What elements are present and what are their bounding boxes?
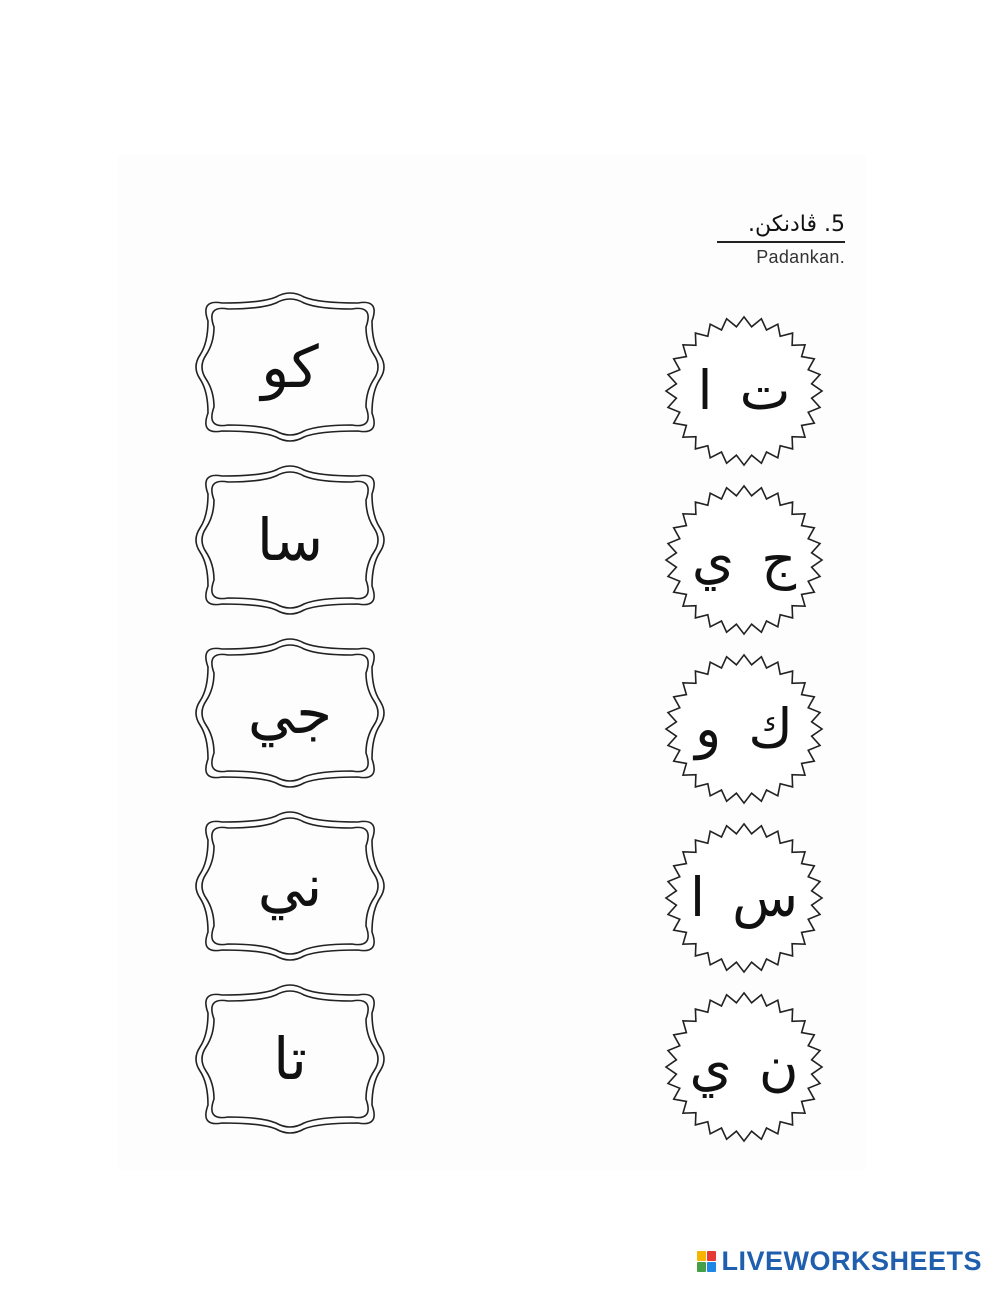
syllable-card-3[interactable] — [190, 633, 390, 793]
syllable-text: ني — [257, 852, 323, 920]
syllable-card-4[interactable] — [190, 806, 390, 966]
syllable-card-5[interactable] — [190, 979, 390, 1139]
instruction-subtitle: Padankan. — [756, 246, 845, 267]
letter-badge-4[interactable] — [659, 818, 829, 978]
letter-badge-2[interactable] — [659, 480, 829, 640]
brand-name: LIVEWORKSHEETS — [721, 1246, 982, 1276]
syllable-card-1[interactable] — [190, 287, 390, 447]
letter-pair-text: ج ي — [691, 528, 797, 591]
letter-badge-1[interactable] — [659, 311, 829, 471]
letter-pair-text: س ا — [689, 866, 799, 929]
liveworksheets-logo[interactable] — [697, 1246, 982, 1277]
instruction-title: 5. ڤادنكن. — [747, 212, 845, 237]
syllable-text: تا — [273, 1025, 307, 1093]
syllable-text: سا — [256, 506, 324, 574]
syllable-card-2[interactable] — [190, 460, 390, 620]
letter-pair-text: ك و — [695, 697, 793, 760]
syllable-text: جي — [247, 679, 333, 747]
letter-badge-5[interactable] — [659, 987, 829, 1147]
letter-pair-text: ت ا — [697, 359, 791, 422]
liveworksheets-logo-icon — [697, 1251, 717, 1273]
instruction-block — [717, 212, 845, 268]
letter-badge-3[interactable] — [659, 649, 829, 809]
letter-pair-text: ن ي — [689, 1035, 799, 1098]
instruction-divider — [717, 241, 845, 243]
syllable-text: كو — [261, 333, 319, 401]
